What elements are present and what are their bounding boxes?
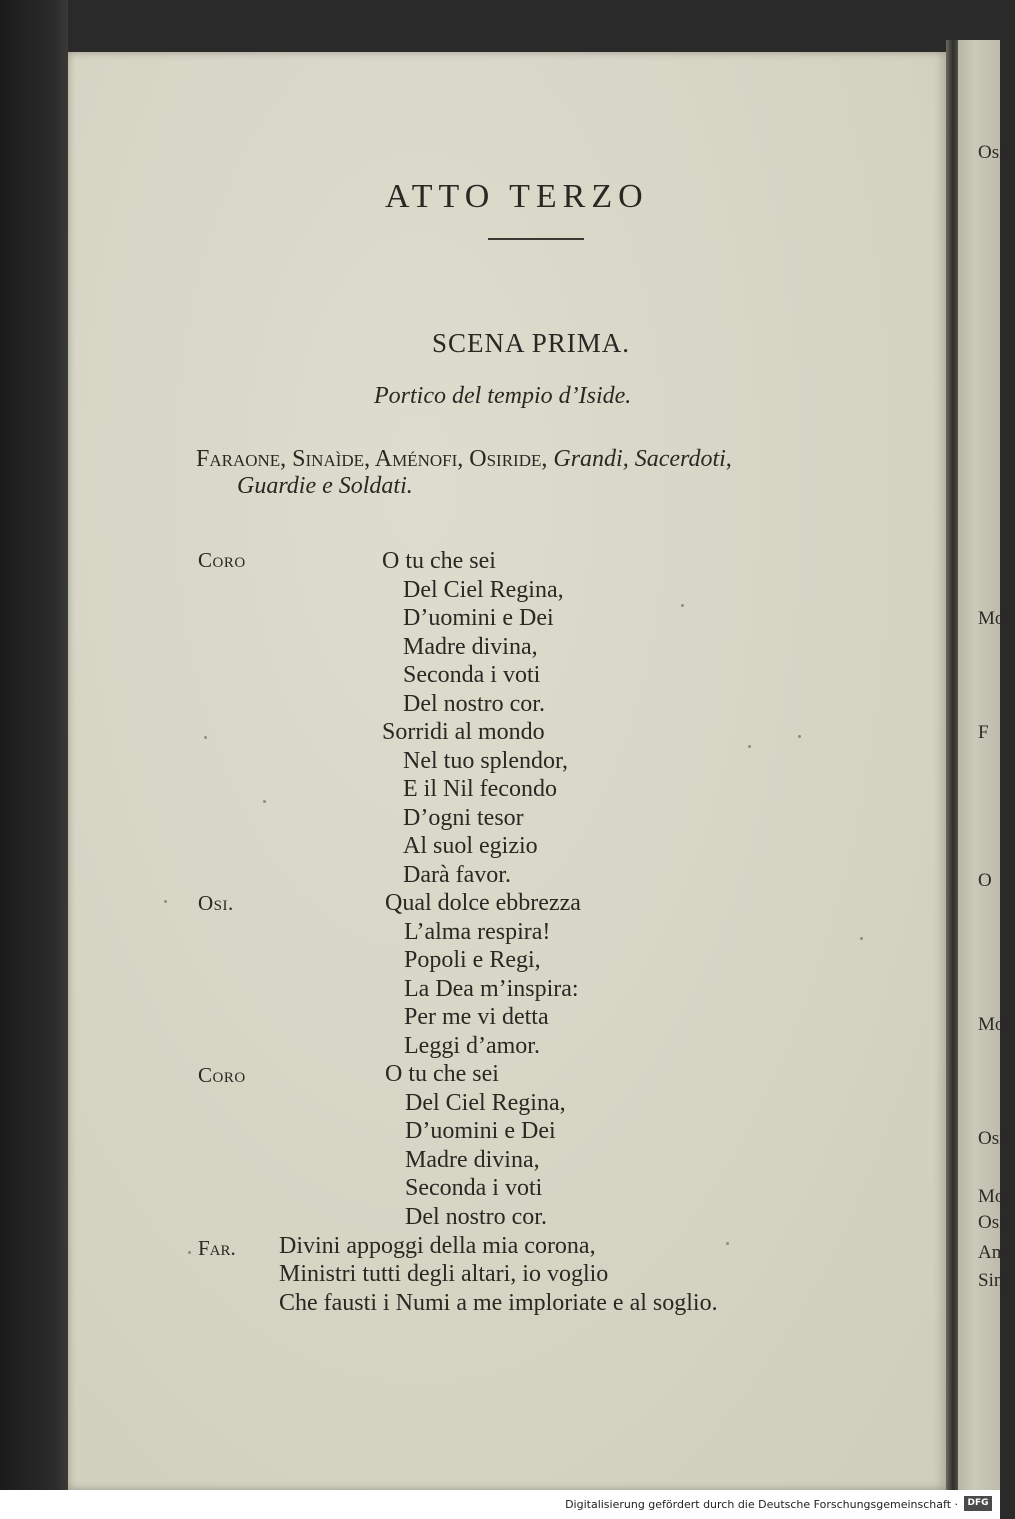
speaker-faraone: Far. — [198, 1236, 236, 1260]
adjacent-fragment: Mo — [978, 1014, 1005, 1035]
verse-line: D’ogni tesor — [403, 805, 524, 831]
speaker-osiride: Osi. — [198, 891, 234, 915]
verse-line: D’uomini e Dei — [403, 605, 554, 631]
verse-line: Seconda i voti — [403, 662, 541, 688]
verse-line: O tu che sei — [382, 548, 496, 574]
act-title: ATTO TERZO — [385, 178, 649, 215]
verse-line: Per me vi detta — [404, 1004, 549, 1030]
verse-line: Nel tuo splendor, — [403, 748, 569, 774]
cast-names: Faraone, Sinaìde, Aménofi, Osiride, — [196, 446, 548, 472]
verse-line: Darà favor. — [403, 862, 511, 888]
paper-speck — [798, 735, 801, 738]
paper-speck — [164, 900, 167, 903]
footer-credit: Digitalisierung gefördert durch die Deutsche Forschungsgemeinschaft · — [565, 1498, 958, 1511]
paper-speck — [263, 800, 266, 803]
speaker-coro: Coro — [198, 1063, 246, 1087]
verse-line: Qual dolce ebbrezza — [385, 890, 581, 916]
verse-line: Popoli e Regi, — [404, 947, 541, 973]
cast-line — [196, 446, 732, 473]
verse-line: Madre divina, — [405, 1147, 540, 1173]
verse-line: Leggi d’amor. — [404, 1033, 540, 1059]
verse-line: Al suol egizio — [403, 833, 538, 859]
verse-line: Del nostro cor. — [405, 1204, 547, 1230]
adjacent-fragment: O — [978, 870, 992, 891]
scan-left-edge — [0, 0, 68, 1490]
adjacent-fragment: Mos — [978, 1186, 1012, 1207]
verse-line: D’uomini e Dei — [405, 1118, 556, 1144]
verse-line: Del Ciel Regina, — [403, 577, 564, 603]
adjacent-fragment: Sin, — [978, 1270, 1009, 1291]
adjacent-fragment: F — [978, 722, 989, 743]
adjacent-fragment: Mo — [978, 608, 1005, 629]
verse-line: La Dea m’inspira: — [404, 976, 579, 1002]
verse-line: L’alma respira! — [404, 919, 551, 945]
dfg-logo-icon: DFG — [964, 1496, 992, 1511]
scene-title: SCENA PRIMA. — [432, 328, 631, 358]
verse-line: Che fausti i Numi a me imploriate e al soglio. — [279, 1290, 718, 1316]
cast-extras-continued: Guardie e Soldati. — [237, 473, 413, 499]
title-rule — [488, 238, 584, 240]
verse-line: Ministri tutti degli altari, io voglio — [279, 1261, 609, 1287]
verse-line: Divini appoggi della mia corona, — [279, 1233, 596, 1259]
adjacent-fragment: Osi. — [978, 1212, 1010, 1233]
adjacent-fragment: Osi. — [978, 142, 1010, 163]
adjacent-fragment: Osi — [978, 1128, 1005, 1149]
speaker-coro: Coro — [198, 548, 246, 572]
verse-line: Madre divina, — [403, 634, 538, 660]
cast-extras: Grandi, Sacerdoti, — [553, 446, 732, 472]
adjacent-fragment: Ame — [978, 1242, 1015, 1263]
paper-speck — [681, 604, 684, 607]
adjacent-page-edge — [958, 40, 1015, 1490]
verse-line: Seconda i voti — [405, 1175, 543, 1201]
paper-speck — [726, 1242, 729, 1245]
scene-setting: Portico del tempio d’Iside. — [374, 383, 632, 409]
verse-line: O tu che sei — [385, 1061, 499, 1087]
verse-line: Del Ciel Regina, — [405, 1090, 566, 1116]
verse-line: Sorridi al mondo — [382, 719, 545, 745]
paper-speck — [748, 745, 751, 748]
paper-speck — [188, 1251, 191, 1254]
verse-line: E il Nil fecondo — [403, 776, 557, 802]
paper-speck — [204, 736, 207, 739]
digitization-footer — [0, 1490, 1000, 1519]
verse-line: Del nostro cor. — [403, 691, 545, 717]
paper-speck — [860, 937, 863, 940]
